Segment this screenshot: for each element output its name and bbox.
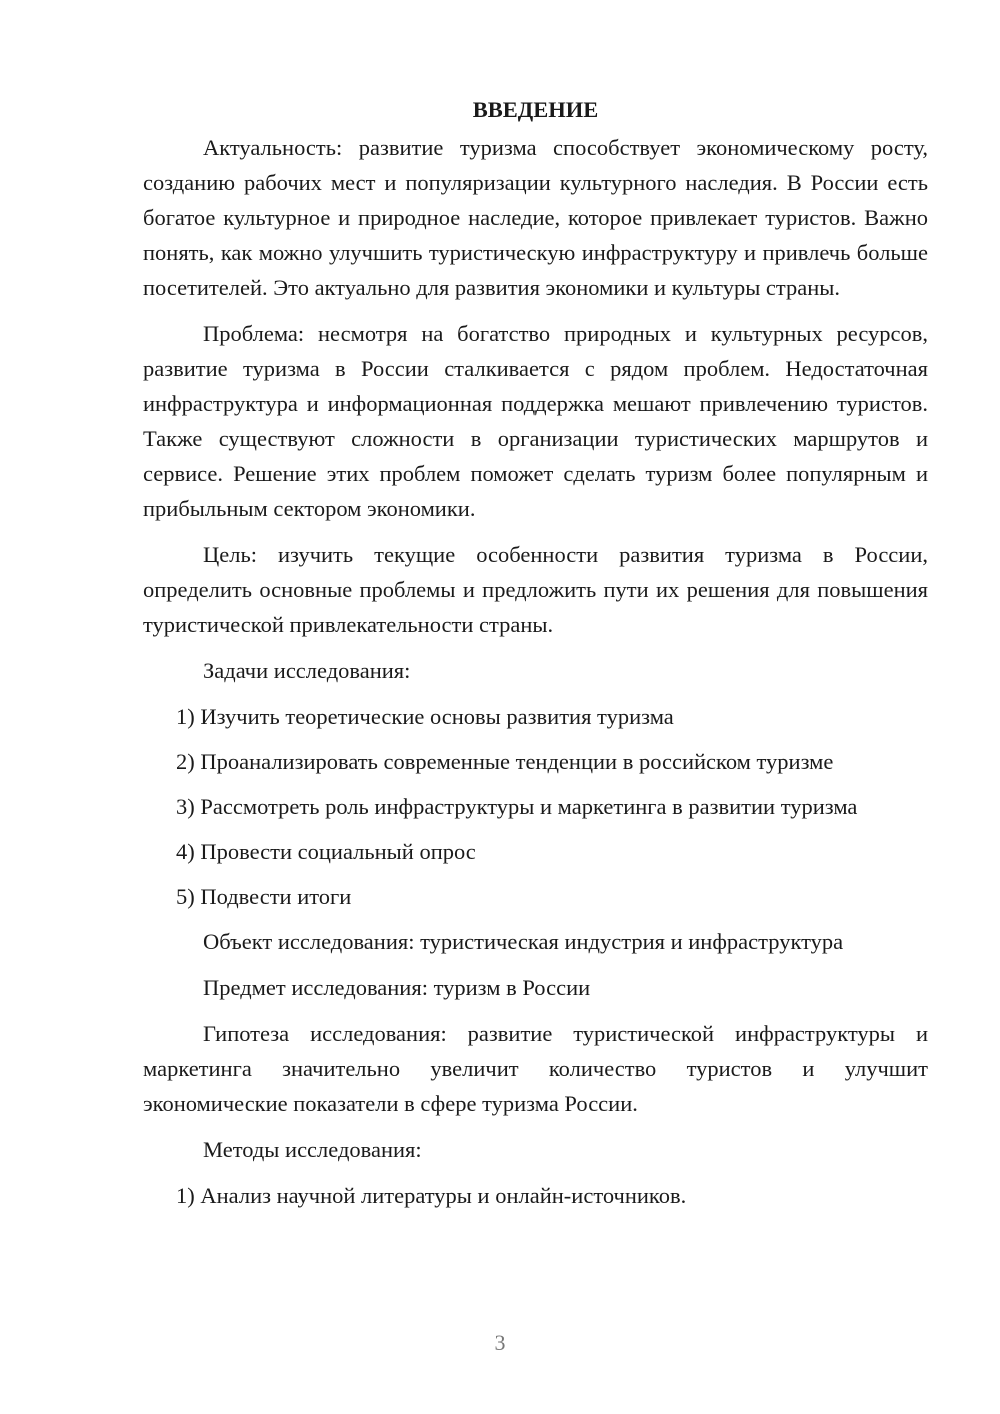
object-paragraph: Объект исследования: туристическая индустрия и инфраструктура [203, 929, 844, 954]
task-item: 4) Провести социальный опрос [176, 839, 476, 864]
task-item: 2) Проанализировать современные тенденции в российском туризме [176, 749, 834, 774]
hypothesis-paragraph: Гипотеза исследования: развитие туристической инфраструктуры и маркетинга значительно увеличит количество туристов и улучшит экономические показатели в сфере туризма России. [143, 1021, 928, 1116]
task-item: 1) Изучить теоретические основы развития туризма [176, 704, 674, 729]
tasks-heading: Задачи исследования: [203, 658, 411, 683]
document-page [143, 92, 928, 1223]
goal-paragraph: Цель: изучить текущие особенности развития туризма в России, определить основные проблемы и предложить пути их решения для повышения туристической привлекательности страны. [143, 542, 928, 637]
task-item: 3) Рассмотреть роль инфраструктуры и маркетинга в развитии туризма [176, 794, 858, 819]
problem-paragraph: Проблема: несмотря на богатство природных и культурных ресурсов, развитие туризма в России сталкивается с рядом проблем. Недостаточная инфраструктура и информационная поддержка мешают привлечению туристов. Также существуют сложности в организации туристических маршрутов и сервисе. Решение этих проблем поможет сделать туризм более популярным и прибыльным сектором экономики. [143, 321, 928, 521]
subject-paragraph: Предмет исследования: туризм в России [203, 975, 591, 1000]
relevance-paragraph: Актуальность: развитие туризма способствует экономическому росту, созданию рабочих мест и популяризации культурного наследия. В России есть богатое культурное и природное наследие, которое привлекает туристов. Важно понять, как можно улучшить туристическую инфраструктуру и привлечь больше посетителей. Это актуально для развития экономики и культуры страны. [143, 135, 928, 300]
page-number: 3 [494, 1330, 506, 1355]
task-item: 5) Подвести итоги [176, 884, 352, 909]
section-title: ВВЕДЕНИЕ [472, 97, 599, 122]
methods-heading: Методы исследования: [203, 1137, 422, 1162]
method-item: 1) Анализ научной литературы и онлайн-источников. [176, 1183, 687, 1208]
